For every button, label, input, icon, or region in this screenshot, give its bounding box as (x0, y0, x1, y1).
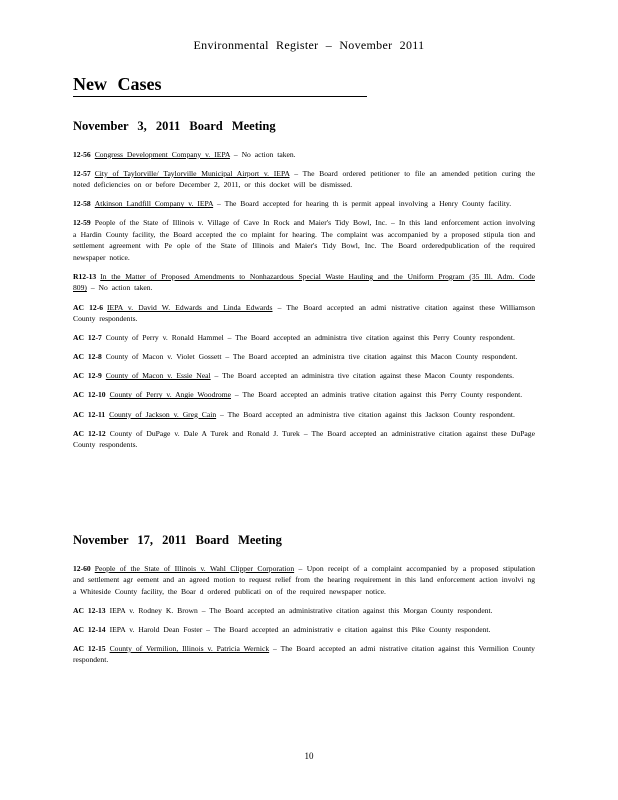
section-rule (73, 96, 367, 97)
page-number: 10 (304, 751, 314, 761)
case-caption: County of Vermilion, Illinois v. Patricia Wernick (109, 643, 270, 653)
case-entry (73, 149, 535, 161)
case-description: County of Macon v. Violet Gossett – The Board accepted an administra tive citation against this Macon County respondent. (105, 352, 518, 362)
case-description: County of Perry v. Ronald Hammel – The Board accepted an administra tive citation against this Perry County respondent. (105, 333, 515, 343)
meeting-heading-november-17: November 17, 2011 Board Meeting (73, 533, 282, 547)
case-number: AC 12-7 (73, 333, 102, 343)
case-entry (73, 198, 535, 210)
case-number: 12-59 (73, 218, 91, 228)
case-number: AC 12-12 (73, 428, 106, 438)
case-entry (73, 428, 535, 451)
case-description: People of the State of Illinois v. Village of Cave In Rock and Maier's Tidy Bowl, Inc. – In this land enforcement action involving a Hardin County facility, the Board accepted the co mplaint for hearing. The complaint was accompanied by a proposed stipula tion and settlement agreement with Pe ople of the State of Illinois and Maier's Tidy Bowl, Inc. The Board orderedpublication of the required newspaper notice. (73, 218, 535, 262)
case-entry (73, 332, 535, 344)
case-number: AC 12-9 (73, 371, 102, 381)
case-entry (73, 389, 535, 401)
case-caption: Congress Development Company v. IEPA (94, 149, 230, 159)
case-number: AC 12-15 (73, 643, 106, 653)
case-description: IEPA v. Rodney K. Brown – The Board accepted an administrative citation against this Morgan County respondent. (109, 605, 493, 615)
case-description: – The Board ordered petitioner to file an amended petition curing the noted deficiencies on or before December 2, 2011, or this docket will be dismissed. (73, 168, 535, 190)
case-caption: People of the State of Illinois v. Wahl Clipper Corporation (94, 563, 295, 573)
case-description: – The Board accepted an administra tive citation against these Macon County respondents. (210, 371, 515, 381)
case-description: – Upon receipt of a complaint accompanied by a proposed stipulation and settlement agr eement and an agreed motion to request relief from the hearing requirement in this land enforcement action involvi ng a Whiteside County facility, the Boar d ordered publicati on of the required newspaper notice. (73, 563, 535, 596)
case-number: AC 12-10 (73, 390, 106, 400)
meeting-heading-november-3: November 3, 2011 Board Meeting (73, 119, 276, 133)
case-description: – The Board accepted an adminis trative citation against this Perry County respondent. (230, 390, 523, 400)
case-entry (73, 271, 535, 294)
case-number: AC 12-11 (73, 409, 106, 419)
case-description: – No action taken. (229, 149, 296, 159)
case-number: 12-60 (73, 563, 91, 573)
case-number: R12-13 (73, 271, 97, 281)
case-description: – No action taken. (86, 283, 153, 293)
case-caption: Atkinson Landfill Company v. IEPA (94, 199, 214, 209)
case-entry (73, 563, 535, 598)
case-number: 12-58 (73, 199, 91, 209)
case-description: – The Board accepted an administra tive citation against this Jackson County respondent. (216, 409, 515, 419)
case-entry (73, 168, 535, 191)
case-description: – The Board accepted for hearing th is permit appeal involving a Henry County facility. (213, 199, 512, 209)
case-description: IEPA v. Harold Dean Foster – The Board accepted an administrativ e citation against this Pike County respondent. (109, 624, 491, 634)
running-header: Environmental Register – November 2011 (193, 38, 425, 52)
case-caption: County of Macon v. Essie Neal (105, 371, 211, 381)
case-number: AC 12-13 (73, 605, 106, 615)
case-number: AC 12-6 (73, 302, 104, 312)
case-entry (73, 351, 535, 363)
case-caption: In the Matter of Proposed Amendments to Nonhazardous Special Waste Hauling and the Uniform Program (35 Ill. Adm. Code 809) (73, 271, 535, 293)
case-description: – The Board accepted an admi nistrative citation against these Williamson County respondents. (73, 302, 536, 324)
case-caption: IEPA v. David W. Edwards and Linda Edwards (107, 302, 273, 312)
case-caption: County of Perry v. Angie Woodrome (109, 390, 231, 400)
case-number: 12-57 (73, 168, 91, 178)
case-entry (73, 643, 535, 666)
case-entry (73, 302, 535, 325)
case-number: AC 12-14 (73, 624, 106, 634)
case-number: 12-56 (73, 149, 91, 159)
case-description: – The Board accepted an admi nistrative citation against this Vermilion County respondent. (73, 643, 535, 665)
case-caption: County of Jackson v. Greg Cain (109, 409, 217, 419)
case-caption: City of Taylorville/ Taylorville Municipal Airport v. IEPA (94, 168, 290, 178)
case-entry (73, 370, 535, 382)
section-title: New Cases (73, 74, 162, 94)
case-entry (73, 409, 535, 421)
case-entry (73, 217, 535, 263)
case-entry (73, 624, 535, 636)
case-number: AC 12-8 (73, 352, 102, 362)
case-description: County of DuPage v. Dale A Turek and Ronald J. Turek – The Board accepted an administrative citation against these DuPage County respondents. (73, 428, 535, 450)
meeting-entries-november-3 (73, 141, 535, 457)
case-entry (73, 605, 535, 617)
meeting-entries-november-17 (73, 555, 535, 672)
